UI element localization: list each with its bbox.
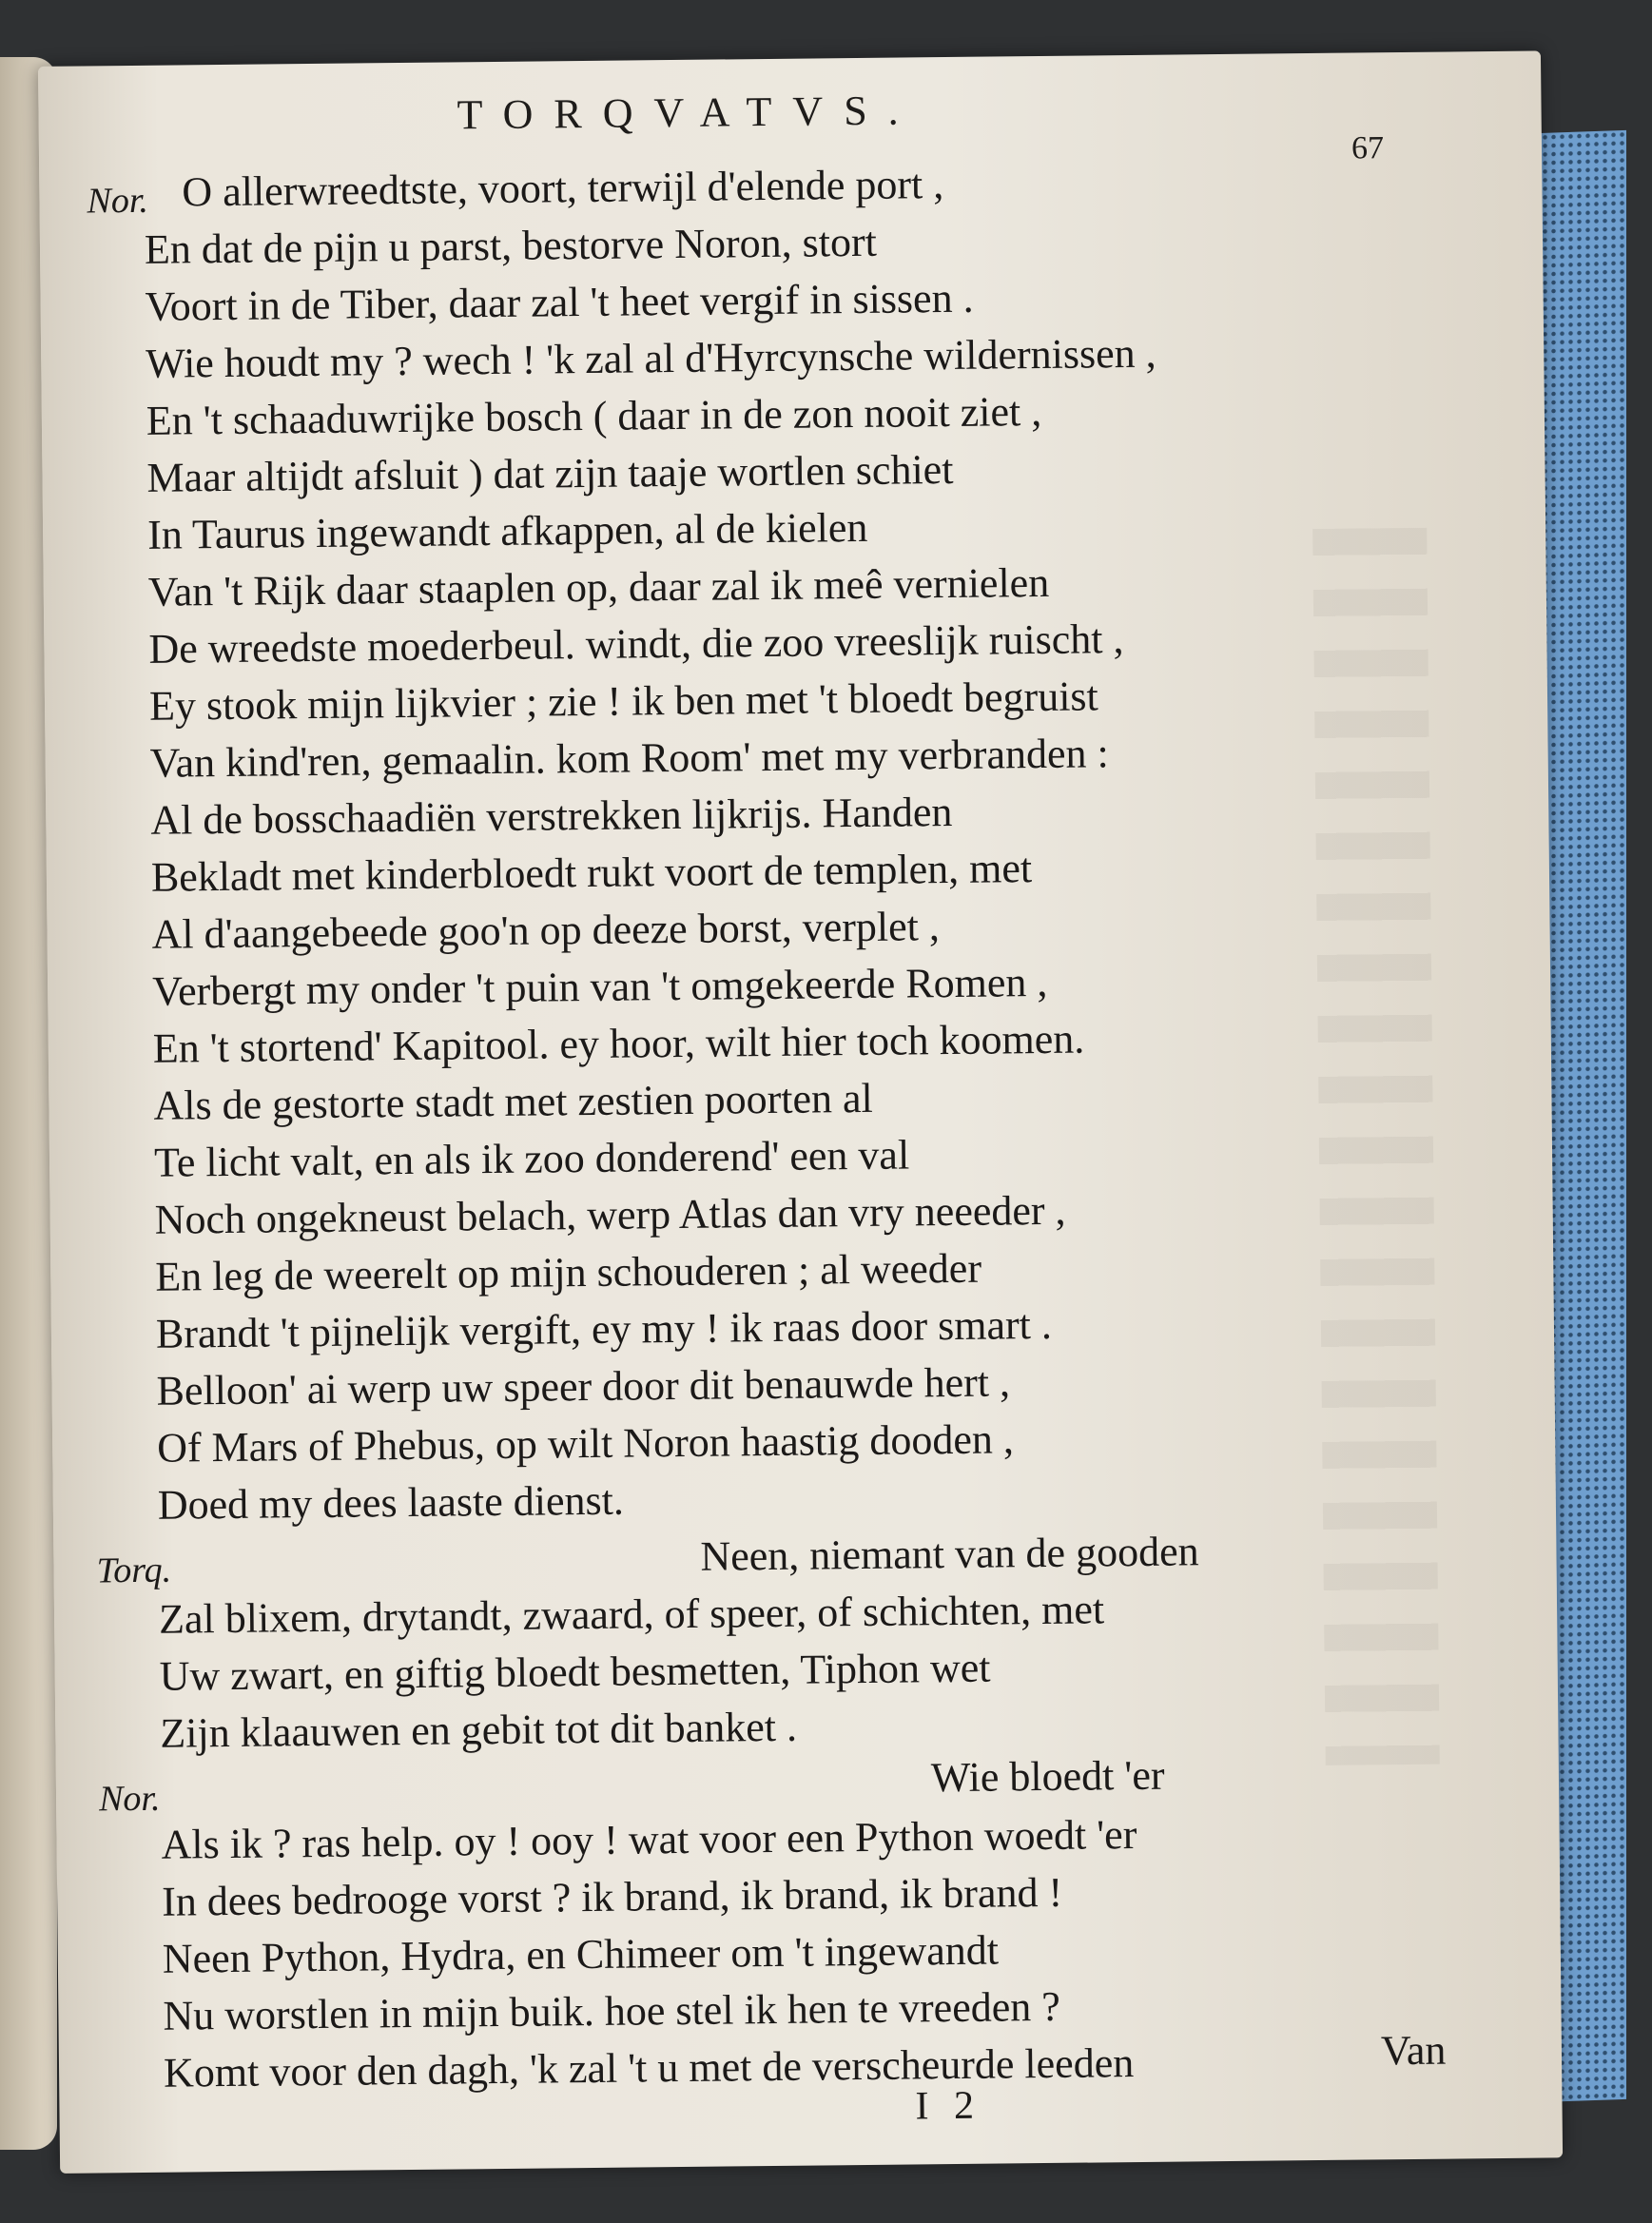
signature-mark: I 2 — [915, 2083, 982, 2129]
verse-line: Ey stook mijn lijkvier ; zie ! ik ben met 't bloedt begruist — [148, 673, 1099, 730]
verse-line: Neen Python, Hydra, en Chimeer om 't ingewandt — [162, 1926, 1000, 1982]
verse-line: En 't schaaduwrijke bosch ( daar in de zon nooit ziet , — [146, 387, 1042, 444]
verse-line: En dat de pijn u parst, bestorve Noron, stort — [144, 218, 878, 273]
verse-line: Verbergt my onder 't puin van 't omgekeerde Romen , — [151, 958, 1048, 1015]
verse-line: Uw zwart, en giftig bloedt besmetten, Tiphon wet — [159, 1644, 991, 1700]
verse-line: Wie bloedt 'er — [930, 1751, 1165, 1802]
verse-line: En leg de weerelt op mijn schouderen ; al weeder — [155, 1244, 982, 1300]
verse-line: Als de gestorte stadt met zestien poorten al — [153, 1074, 874, 1129]
book-page — [38, 50, 1563, 2173]
verse-line: Maar altijdt afsluit ) dat zijn taaje wortlen schiet — [146, 445, 954, 501]
verse-line: Van 't Rijk daar staaplen op, daar zal ik meê vernielen — [147, 558, 1050, 615]
verse-line: Nu worstlen in mijn buik. hoe stel ik hen te vreeden ? — [163, 1982, 1061, 2039]
verse-line: Komt voor den dagh, 'k zal 't u met de verscheurde leeden — [163, 2039, 1135, 2096]
verse-line: Zal blixem, drytandt, zwaard, of speer, of schichten, met — [158, 1586, 1105, 1643]
verse-line: Al de bosschaadiën verstrekken lijkrijs. Handen — [150, 788, 953, 844]
verse-line: Wie houdt my ? wech ! 'k zal al d'Hyrcynsche wildernissen , — [146, 329, 1156, 387]
verse-line: Al d'aangebeede goo'n op deeze borst, verplet , — [151, 903, 941, 958]
verse-line: In dees bedrooge vorst ? ik brand, ik brand, ik brand ! — [161, 1868, 1063, 1925]
verse-line: Belloon' ai werp uw speer door dit benauwde hert , — [156, 1358, 1011, 1414]
verse-line: Bekladt met kinderbloedt rukt voort de templen, met — [150, 845, 1033, 901]
speaker-label: Nor. — [98, 1778, 161, 1820]
verse-line: Brandt 't pijnelijk vergift, ey my ! ik raas door smart . — [155, 1300, 1053, 1357]
verse-line: In Taurus ingewandt afkappen, al de kielen — [146, 503, 868, 558]
verse-line: En 't stortend' Kapitool. ey hoor, wilt hier toch koomen. — [152, 1015, 1085, 1072]
running-head: TORQVATVS. — [457, 87, 920, 139]
verse-line: Doed my dees laaste dienst. — [157, 1476, 625, 1529]
verse-line: Zijn klaauwen en gebit tot dit banket . — [160, 1703, 798, 1757]
verse-line: Neen, niemant van de gooden — [700, 1528, 1199, 1580]
speaker-label: Nor. — [87, 180, 149, 222]
verse-line: Noch ongekneust belach, werp Atlas dan vry neeeder , — [154, 1186, 1066, 1243]
verse-line: O allerwreedtste, voort, terwijl d'elende port , — [182, 161, 944, 216]
verse-line: Of Mars of Phebus, op wilt Noron haastig dooden , — [156, 1415, 1015, 1472]
speaker-label: Torq. — [96, 1550, 172, 1591]
show-through-text — [1312, 528, 1440, 1765]
verse-line: De wreedste moederbeul. windt, die zoo vreeslijk ruischt , — [148, 615, 1124, 673]
verse-line: Van kind'ren, gemaalin. kom Room' met my verbranden : — [149, 730, 1109, 787]
catchword: Van — [1380, 2026, 1447, 2075]
verse-line: Te licht valt, en als ik zoo donderend' een val — [153, 1131, 910, 1186]
page-number: 67 — [1351, 130, 1385, 166]
verse-line: Als ik ? ras help. oy ! ooy ! wat voor een Python woedt 'er — [161, 1811, 1137, 1868]
verse-line: Voort in de Tiber, daar zal 't heet vergif in sissen . — [145, 274, 974, 330]
